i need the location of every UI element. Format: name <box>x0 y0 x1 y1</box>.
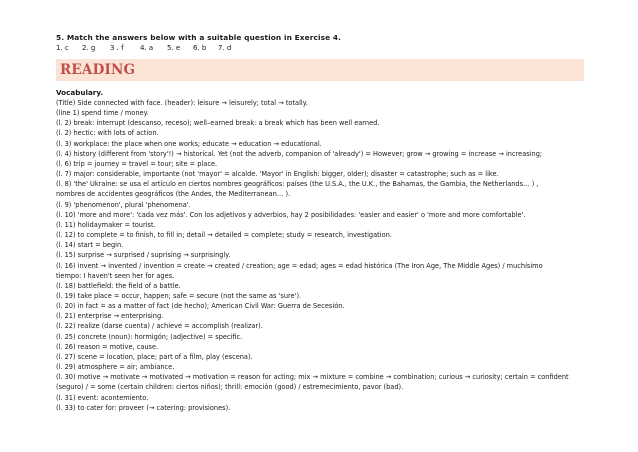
vocabulary-line: (l. 15) surprise → surprised / suprising → surprisingly. <box>56 251 231 260</box>
vocabulary-line: (l. 8) 'the' Ukraine: se usa el artículo en ciertos nombres geográficos: países (the U.S.A., the U.K., the Bahamas, the Gambia, the Netherlands… ) , <box>56 180 539 189</box>
exercise-title: 5. Match the answers below with a suitable question in Exercise 4. <box>56 33 342 42</box>
vocabulary-line: tiempo: I haven't seen her for ages. <box>56 271 175 280</box>
answer-item: 2. g <box>82 44 96 52</box>
vocabulary-line: (l. 27) scene = location, place; part of a film, play (escena). <box>56 352 253 361</box>
vocabulary-line: (l. 25) concrete (noun): hormigón; (adjective) = specific. <box>56 332 243 341</box>
vocabulary-line: (line 1) spend time / money. <box>56 109 149 118</box>
answer-item: 5. e <box>167 44 181 52</box>
section-title: READING <box>60 62 136 78</box>
vocabulary-line: (l. 7) major: considerable, importante (not 'mayor' = alcalde. 'Mayor' in English: bigger, older); disaster = catastrophe; such as = like. <box>56 170 499 179</box>
vocabulary-line: (l. 9) 'phenomenon', plural 'phenomena'. <box>56 200 191 209</box>
vocabulary-line: (l. 31) event: acontemiento. <box>56 393 149 402</box>
vocabulary-line: (l. 33) to cater for: proveer (→ catering: provisiones). <box>56 403 231 412</box>
vocabulary-line: (l. 10) 'more and more': 'cada vez más'. Con los adjetivos y adverbios, hay 2 posibilidades: 'easier and easier' o 'more and more comfortable'. <box>56 210 526 219</box>
vocabulary-line: (l. 30) motive → motivate → motivated → motivation = reason for acting; mix → mixture = combine → combination; curious → curiosity; certain = confident <box>56 373 569 382</box>
answer-key <box>56 44 242 52</box>
answer-item: 7. d <box>218 44 232 52</box>
vocabulary-line: (l. 18) battlefield: the field of a battle. <box>56 281 181 290</box>
vocabulary-line: (l. 6) trip = journey = travel = tour; site = place. <box>56 159 218 168</box>
vocabulary-line: (l. 11) holidaymaker = tourist. <box>56 220 156 229</box>
answer-item: 6. b <box>193 44 207 52</box>
vocabulary-line: (l. 12) to complete = to finish, to fill in; detail → detailed = complete; study = research, investigation. <box>56 231 392 240</box>
vocabulary-line: (seguro) / = some (certain children: ciertos niños); thrill: emoción (good) / estremecimiento, pavor (bad). <box>56 383 404 392</box>
vocabulary-line: (l. 2) break: interrupt (descanso, receso); well–earned break: a break which has been well earned. <box>56 119 380 128</box>
vocabulary-line: (l. 19) take place = occur, happen; safe = secure (not the same as 'sure'). <box>56 291 302 300</box>
vocabulary-line: nombres de accidentes geográficos (the Andes, the Mediterranean… ). <box>56 190 291 199</box>
vocabulary-line: (l. 4) history (different from 'story'!) → historical. Yet (not the adverb, companion of 'already') = However; grow → growing = increase → increasing; <box>56 149 543 158</box>
vocabulary-line: (l. 2) hectic: with lots of action. <box>56 129 159 138</box>
vocabulary-line: (l. 22) realize (darse cuenta) / achieve = accomplish (realizar). <box>56 322 263 331</box>
vocabulary-line: (l. 29) atmosphere = air; ambiance. <box>56 363 175 372</box>
answer-item: 1. c <box>56 44 69 52</box>
vocabulary-heading: Vocabulary. <box>56 88 104 97</box>
vocabulary-line: (l. 21) enterprise → enterprising. <box>56 312 164 321</box>
vocabulary-line: (l. 26) reason = motive, cause. <box>56 342 159 351</box>
vocabulary-line: (l. 16) invent → invented / invention = create → created / creation; age = edad; ages = edad histórica (The Iron Age, The Middle Ages) / muchísimo <box>56 261 543 270</box>
vocabulary-line: (l. 3) workplace: the place when one works; educate → education → educational. <box>56 139 322 148</box>
vocabulary-line: (Title) Side connected with face. (header): leisure → leisurely; total → totally. <box>56 99 308 107</box>
answer-item: 3 . f <box>110 44 124 52</box>
answer-item: 4. a <box>140 44 154 52</box>
section-header-band <box>56 59 584 81</box>
vocabulary-list <box>56 98 586 413</box>
vocabulary-line: (l. 20) in fact = as a matter of fact (de hecho); American Civil War: Guerra de Secesión. <box>56 302 345 311</box>
vocabulary-line: (l. 14) start = begin. <box>56 241 124 250</box>
